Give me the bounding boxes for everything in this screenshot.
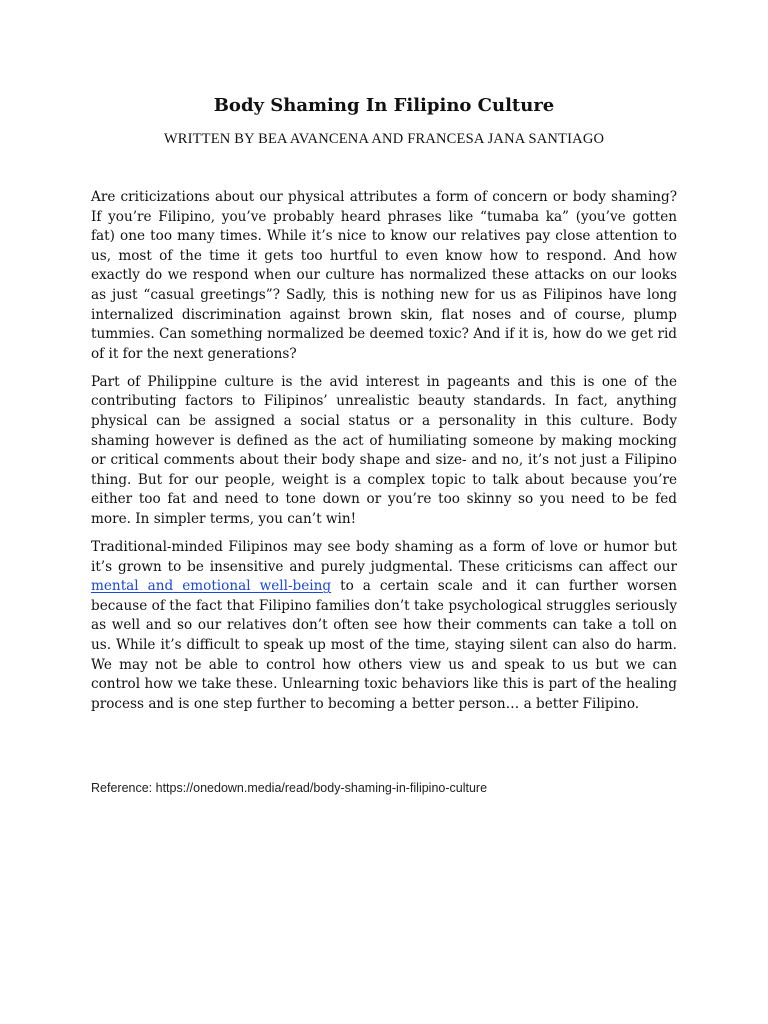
mental-wellbeing-link[interactable]: mental and emotional well-being bbox=[91, 578, 332, 595]
article-body bbox=[91, 188, 677, 723]
document-title: Body Shaming In Filipino Culture bbox=[213, 95, 555, 116]
reference-line: Reference: https://onedown.media/read/body-shaming-in-filipino-culture bbox=[91, 781, 488, 795]
paragraph-2: Part of Philippine culture is the avid interest in pageants and this is one of the contributing factors to Filipinos’ unrealistic beauty standards. In fact, anything physical can be assigned a social status or a personality in this culture. Body shaming however is defined as the act of humiliating someone by making mocking or critical comments about their body shape and size- and no, it’s not just a Filipino thing. But for our people, weight is a complex topic to talk about because you’re either too fat and need to tone down or you’re too skinny so you need to be fed more. In simpler terms, you can’t win! bbox=[91, 373, 677, 527]
paragraph-1: Are criticizations about our physical attributes a form of concern or body shaming? If you’re Filipino, you’ve probably heard phrases like “tumaba ka” (you’ve gotten fat) one too many times. While it’s nice to know our relatives pay close attention to us, most of the time it gets too hurtful to even know how to respond. And how exactly do we respond when our culture has normalized these attacks on our looks as just “casual greetings”? Sadly, this is nothing new for us as Filipinos have long internalized discrimination against brown skin, flat noses and of course, plump tummies. Can something normalized be deemed toxic? And if it is, how do we get rid of it for the next generations? bbox=[91, 189, 677, 362]
author-byline: WRITTEN BY BEA AVANCENA AND FRANCESA JANA SANTIAGO bbox=[163, 131, 605, 147]
paragraph-3-text-before-link: Traditional-minded Filipinos may see body shaming as a form of love or humor but it’s grown to be insensitive and purely judgmental. These criticisms can affect our bbox=[91, 539, 677, 575]
paragraph-3-text-after-link: to a certain scale and it can further worsen because of the fact that Filipino families don’t take psychological struggles seriously as well and so our relatives don’t often see how their comments can take a toll on us. While it’s difficult to speak up most of the time, staying silent can also do harm. We may not be able to control how others view us and speak to us but we can control how we take these. Unlearning toxic behaviors like this is part of the healing process and is one step further to becoming a better person… a better Filipino. bbox=[91, 578, 677, 712]
paragraph-3 bbox=[91, 538, 677, 714]
